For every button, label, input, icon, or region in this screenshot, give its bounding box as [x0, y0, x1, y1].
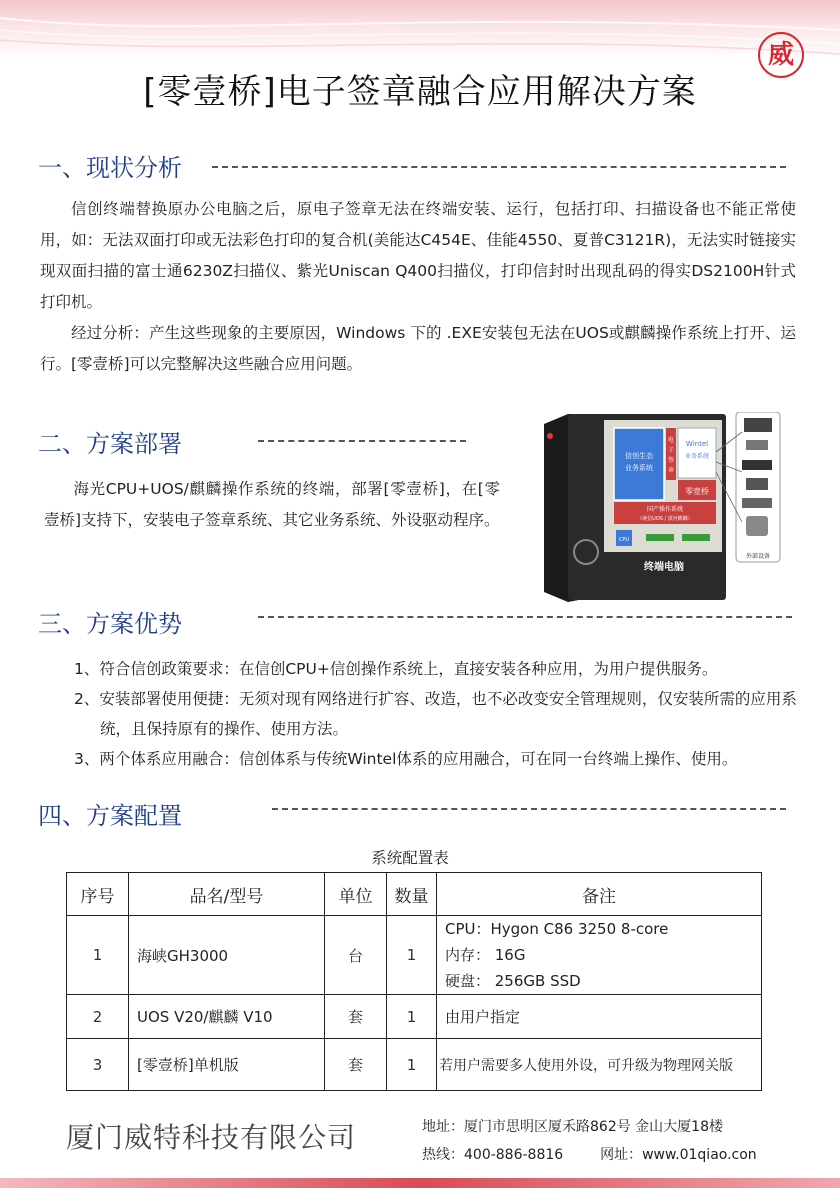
advantages-list	[74, 654, 804, 774]
cell-unit: 套	[325, 995, 387, 1039]
printer-small-icon	[746, 478, 768, 490]
hotline-label: 热线：	[422, 1147, 464, 1163]
contact-address	[422, 1116, 723, 1136]
table-row	[67, 1039, 762, 1091]
section-heading-config: 四、方案配置	[38, 802, 182, 830]
panel-right-label: Wintel	[685, 440, 709, 448]
table-row	[67, 995, 762, 1039]
cell-no: 3	[67, 1039, 129, 1091]
device-icon	[742, 498, 772, 508]
section-heading-status: 一、现状分析	[38, 154, 182, 182]
spec-disk: 硬盘： 256GB SSD	[445, 972, 581, 990]
table-caption: 系统配置表	[371, 849, 449, 867]
panel-mid-label: 子	[667, 447, 675, 454]
section-divider	[258, 440, 466, 442]
cell-notes: 若用户需要多人使用外设，可升级为物理网关版	[437, 1039, 762, 1091]
os-label-2: （统信UOS / 银河麒麟）	[637, 516, 693, 522]
section-divider	[258, 616, 792, 618]
scanner-icon	[746, 440, 768, 450]
device-footer-label: 终端电脑	[644, 562, 684, 573]
cell-name: [零壹桥]单机版	[129, 1039, 325, 1091]
header-qty: 数量	[387, 873, 437, 916]
cell-no: 1	[67, 916, 129, 995]
header-band	[0, 0, 840, 60]
header-name: 品名/型号	[129, 873, 325, 916]
status-paragraph-2: 经过分析：产生这些现象的主要原因，Windows 下的 .EXE安装包无法在UOS或麒麟操作系统上打开、运行。[零壹桥]可以完整解决这些融合应用问题。	[40, 324, 796, 373]
spec-memory: 内存： 16G	[445, 946, 526, 964]
section-divider	[272, 808, 786, 810]
footer-band	[0, 1178, 840, 1188]
deploy-paragraph: 海光CPU+UOS/麒麟操作系统的终端，部署[零壹桥]，在[零壹桥]支持下，安装电子签章系统、其它业务系统、外设驱动程序。	[44, 480, 500, 529]
printer-icon	[744, 418, 772, 432]
peripherals-label: 外部设备	[745, 553, 771, 560]
section-divider	[212, 166, 786, 168]
scanner-flatbed-icon	[742, 460, 772, 470]
cell-qty: 1	[387, 1039, 437, 1091]
panel-mid-label: 签	[667, 457, 675, 464]
header-wave-decoration	[0, 0, 840, 60]
address-value: 厦门市思明区厦禾路862号 金山大厦18楼	[464, 1119, 723, 1135]
phone-icon	[746, 516, 768, 536]
panel-mid-label: 章	[667, 467, 675, 474]
cell-unit: 套	[325, 1039, 387, 1091]
advantage-item: 3、两个体系应用融合：信创体系与传统Wintel体系的应用融合，可在同一台终端上操作、使用。	[74, 750, 738, 768]
advantage-item: 2、安装部署使用便捷：无须对现有网络进行扩容、改造，也不必改变安全管理规则，仅安装所需的应用系统，且保持原有的操作、使用方法。	[74, 690, 797, 738]
spec-cpu: CPU：Hygon C86 3250 8-core	[445, 920, 669, 938]
company-seal-logo: 威	[758, 32, 804, 78]
site-label: 网址：	[600, 1147, 643, 1163]
address-label: 地址：	[422, 1119, 464, 1135]
cell-name: 海峡GH3000	[129, 916, 325, 995]
table-header-row	[67, 873, 762, 916]
table-row	[67, 916, 762, 995]
section-heading-advantages: 三、方案优势	[38, 610, 182, 638]
panel-mid-label: 电	[667, 437, 675, 444]
cell-unit: 台	[325, 916, 387, 995]
header-unit: 单位	[325, 873, 387, 916]
panel-right-label-2: 业务系统	[684, 453, 710, 460]
advantage-item: 1、符合信创政策要求：在信创CPU+信创操作系统上，直接安装各种应用，为用户提供服务。	[74, 660, 718, 678]
section-heading-deploy: 二、方案部署	[38, 430, 182, 458]
cell-qty: 1	[387, 916, 437, 995]
config-table	[66, 872, 762, 1091]
panel-left-label-2: 业务系统	[625, 464, 653, 472]
panel-left-label: 信创生态	[625, 452, 653, 460]
bridge-label: 零壹桥	[685, 487, 709, 496]
cell-notes	[437, 916, 762, 995]
company-name: 厦门威特科技有限公司	[66, 1121, 357, 1154]
header-no: 序号	[67, 873, 129, 916]
terminal-device-illustration	[542, 412, 794, 604]
os-label: 国产操作系统	[646, 506, 684, 513]
cell-no: 2	[67, 995, 129, 1039]
memory-module	[682, 534, 710, 541]
header-notes: 备注	[437, 873, 762, 916]
memory-module	[646, 534, 674, 541]
cell-notes: 由用户指定	[437, 995, 762, 1039]
site-value[interactable]: www.01qiao.con	[642, 1147, 757, 1163]
hotline-value: 400-886-8816	[464, 1147, 564, 1163]
power-led	[547, 433, 553, 439]
cell-name: UOS V20/麒麟 V10	[129, 995, 325, 1039]
cell-qty: 1	[387, 995, 437, 1039]
contact-hotline-site	[422, 1144, 757, 1164]
cpu-label: CPU	[618, 537, 630, 543]
document-title: [零壹桥]电子签章融合应用解决方案	[143, 72, 697, 112]
status-paragraph-1: 信创终端替换原办公电脑之后，原电子签章无法在终端安装、运行，包括打印、扫描设备也不能正常使用，如：无法双面打印或无法彩色打印的复合机(美能达C454E、佳能4550、夏普C3121R)，无法实时链接实现双面扫描的富士通6230Z扫描仪、紫光Uniscan Q400扫描仪，打印信封时出现乱码的得实DS2100H针式打印机。	[40, 200, 796, 311]
